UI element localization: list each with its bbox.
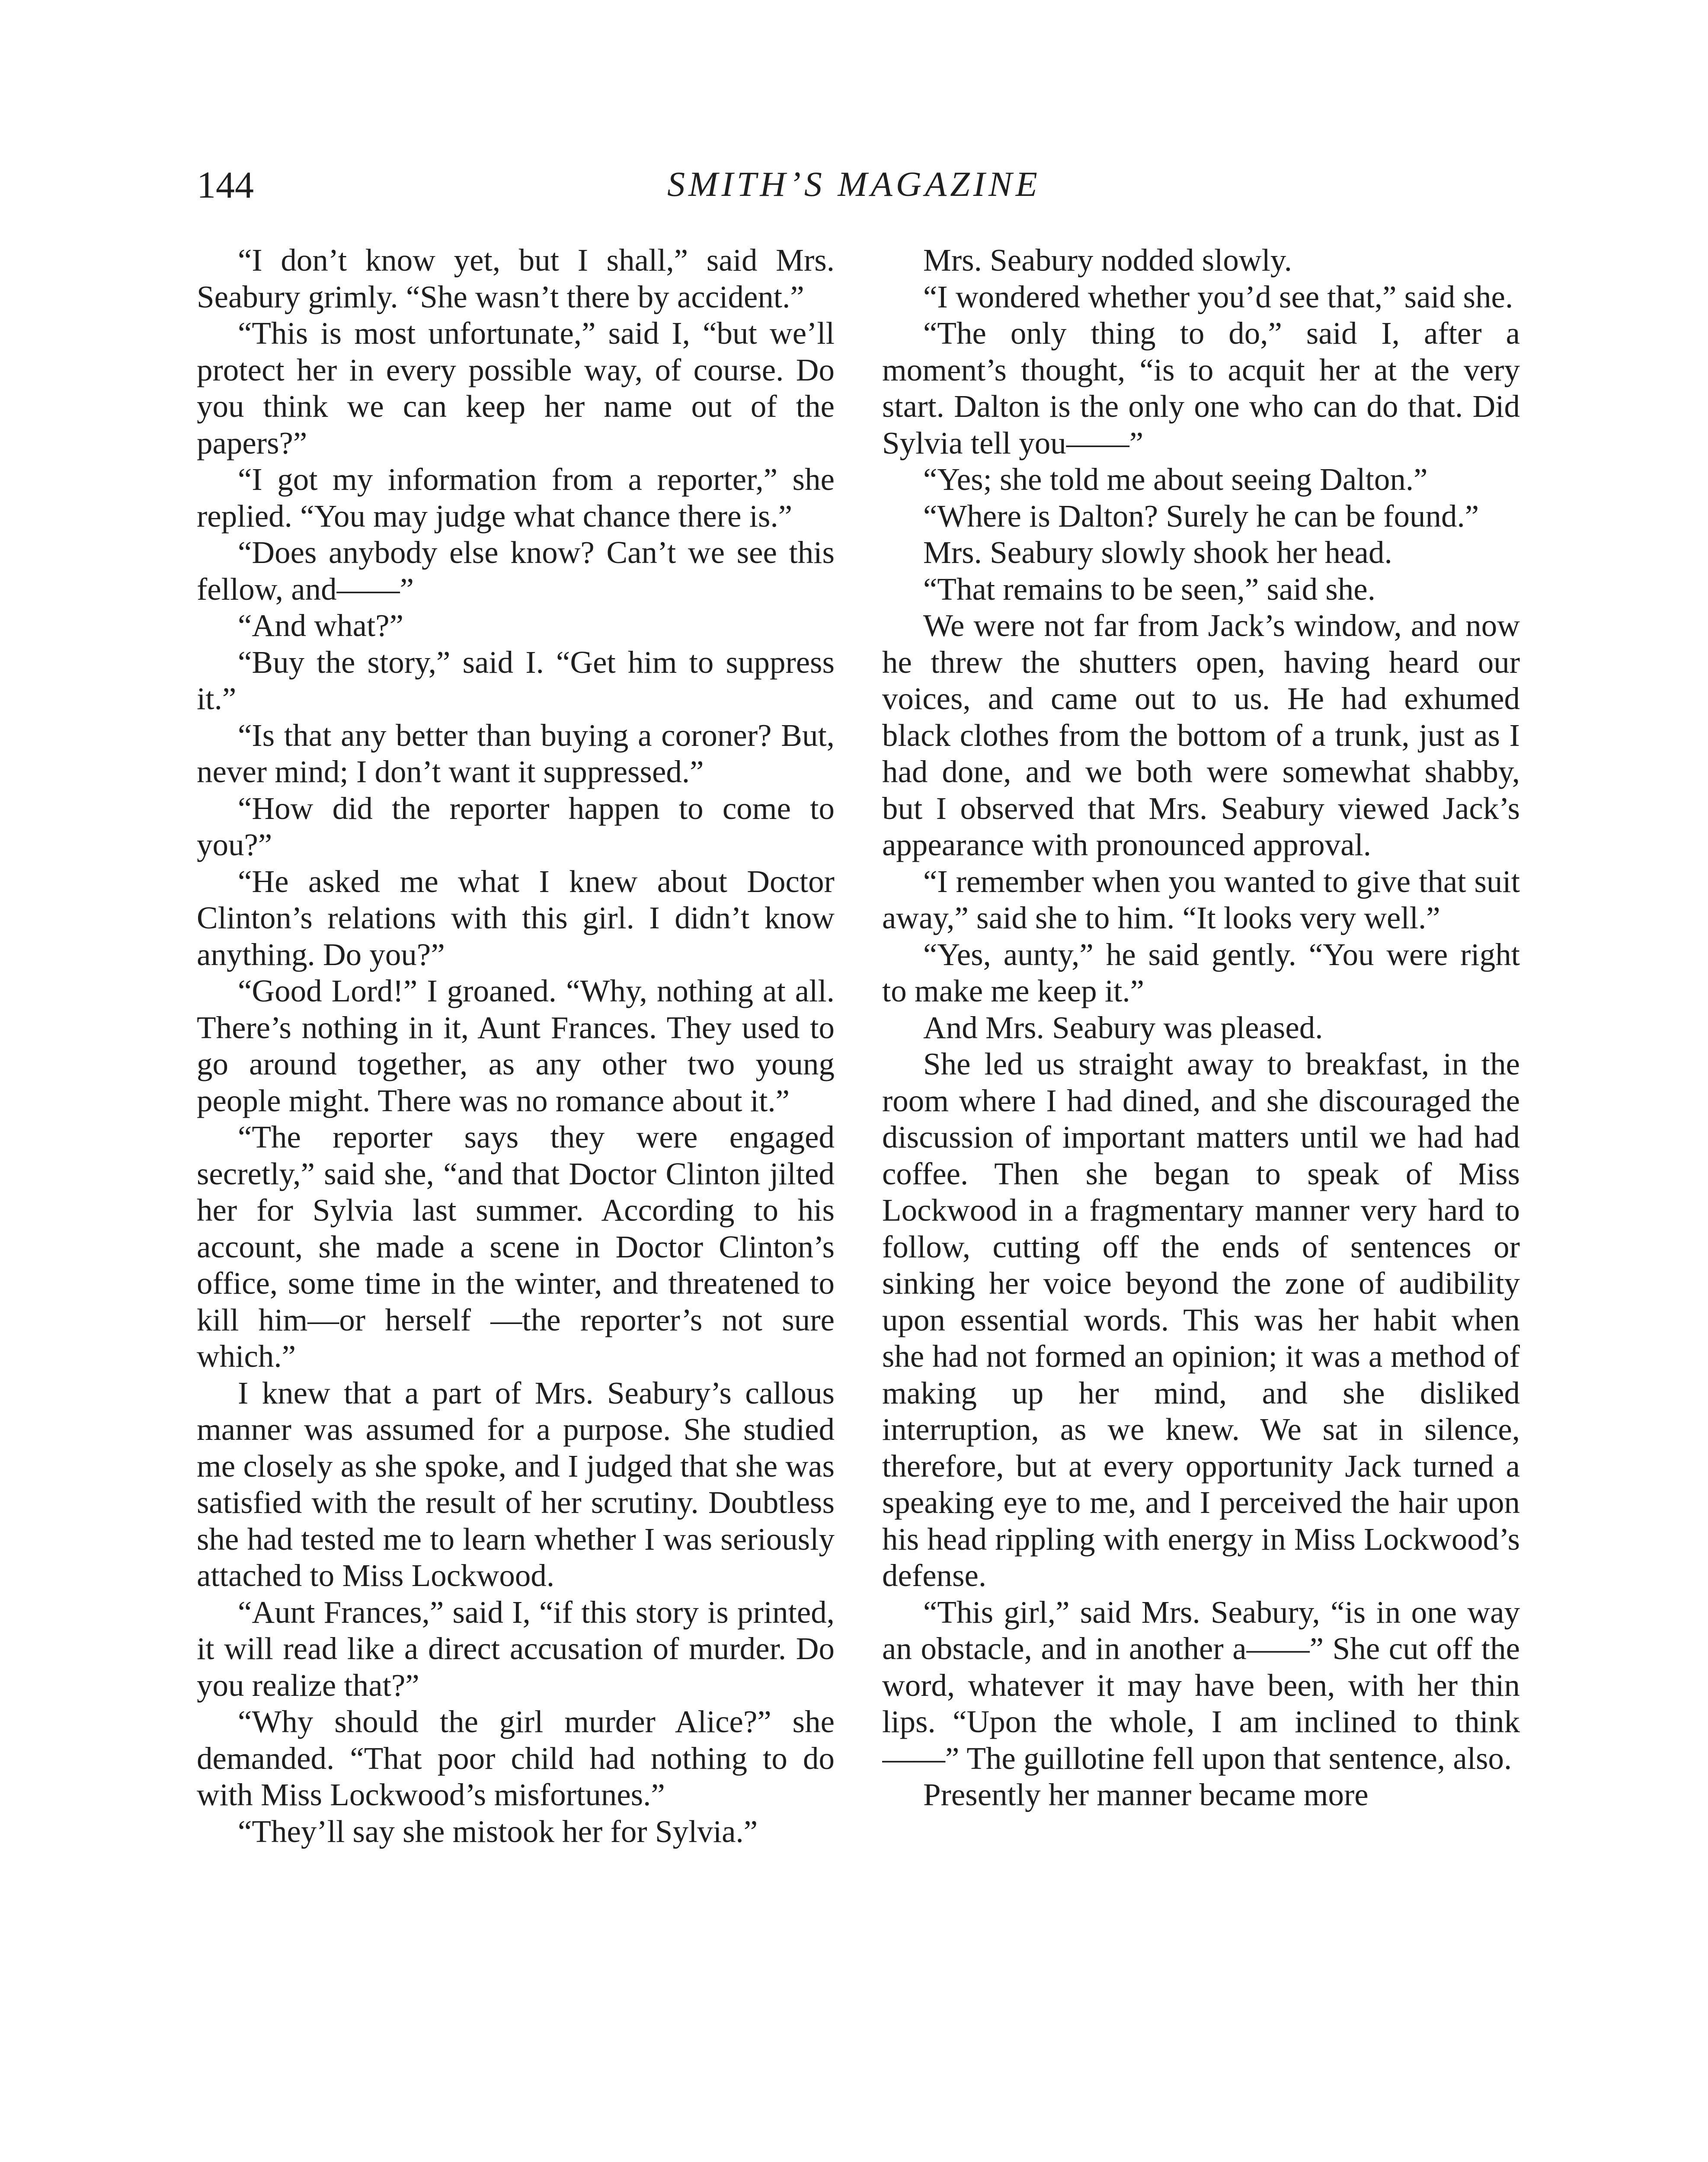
right-column — [882, 242, 1520, 2162]
paragraph: “This is most unfortunate,” said I, “but we’ll protect her in every possible way, of course. Do you think we can keep her name out of the papers?” — [197, 316, 835, 461]
paragraph: Mrs. Seabury slowly shook her head. — [923, 535, 1392, 570]
paragraph: “Buy the story,” said I. “Get him to suppress it.” — [197, 644, 835, 716]
paragraph: “I remember when you wanted to give that suit away,” said she to him. “It looks very well.” — [882, 864, 1520, 935]
paragraph: “The reporter says they were engaged secretly,” said she, “and that Doctor Clinton jilted her for Sylvia last summer. According to his account, she made a scene in Doctor Clinton’s office, some time in the winter, and threatened to kill him—or herself —the reporter’s not sure which.” — [197, 1119, 835, 1374]
paragraph: “The only thing to do,” said I, after a moment’s thought, “is to acquit her at the very start. Dalton is the only one who can do that. Did Sylvia tell you——” — [882, 316, 1520, 461]
paragraph: Mrs. Seabury nodded slowly. — [923, 243, 1292, 278]
paragraph: Presently her manner became more — [923, 1777, 1369, 1812]
paragraph: “Yes; she told me about seeing Dalton.” — [923, 462, 1428, 497]
paragraph: “That remains to be seen,” said she. — [923, 571, 1375, 607]
left-column — [197, 242, 835, 2162]
paragraph: “I don’t know yet, but I shall,” said Mrs. Seabury grimly. “She wasn’t there by accident.” — [197, 243, 835, 314]
page-header — [197, 166, 1511, 218]
paragraph: “Where is Dalton? Surely he can be found.” — [923, 498, 1479, 534]
paragraph: “Why should the girl murder Alice?” she demanded. “That poor child had nothing to do with Miss Lockwood’s misfortunes.” — [197, 1704, 835, 1812]
running-head: SMITH’S MAGAZINE — [667, 164, 1041, 204]
paragraph: “Is that any better than buying a coroner? But, never mind; I don’t want it suppressed.” — [197, 717, 835, 789]
paragraph: “Yes, aunty,” he said gently. “You were right to make me keep it.” — [882, 937, 1520, 1008]
paragraph: I knew that a part of Mrs. Seabury’s callous manner was assumed for a purpose. She studied me closely as she spoke, and I judged that she was satisfied with the result of her scrutiny. Doubtless she had tested me to learn whether I was seriously attached to Miss Lockwood. — [197, 1375, 835, 1593]
paragraph: “How did the reporter happen to come to you?” — [197, 790, 835, 862]
text-columns — [197, 242, 1520, 2162]
paragraph: “Aunt Frances,” said I, “if this story is printed, it will read like a direct accusation of murder. Do you realize that?” — [197, 1594, 835, 1703]
paragraph: “I got my information from a reporter,” she replied. “You may judge what chance there is.” — [197, 462, 835, 534]
paragraph: “He asked me what I knew about Doctor Clinton’s relations with this girl. I didn’t know anything. Do you?” — [197, 864, 835, 972]
paragraph: And Mrs. Seabury was pleased. — [923, 1010, 1323, 1045]
paragraph: “And what?” — [238, 608, 404, 643]
paragraph: “They’ll say she mistook her for Sylvia.” — [238, 1813, 758, 1849]
paragraph: “Good Lord!” I groaned. “Why, nothing at all. There’s nothing in it, Aunt Frances. They used to go around together, as any other two young people might. There was no romance about it.” — [197, 973, 835, 1118]
page-number: 144 — [197, 164, 254, 206]
paragraph: “Does anybody else know? Can’t we see this fellow, and——” — [197, 535, 835, 607]
paragraph: We were not far from Jack’s window, and now he threw the shutters open, having heard our voices, and came out to us. He had exhumed black clothes from the bottom of a trunk, just as I had done, and we both were somewhat shabby, but I observed that Mrs. Seabury viewed Jack’s appearance with pronounced approval. — [882, 608, 1520, 862]
paragraph: “This girl,” said Mrs. Seabury, “is in one way an obstacle, and in another a——” She cut off the word, whatever it may have been, with her thin lips. “Upon the whole, I am inclined to think——” The guillotine fell upon that sentence, also. — [882, 1594, 1520, 1776]
paragraph: “I wondered whether you’d see that,” said she. — [923, 279, 1513, 314]
paragraph: She led us straight away to breakfast, in the room where I had dined, and she discouraged the discussion of important matters until we had had coffee. Then she began to speak of Miss Lockwood in a fragmentary manner very hard to follow, cutting off the ends of sentences or sinking her voice beyond the zone of audibility upon essential words. This was her habit when she had not formed an opinion; it was a method of making up her mind, and she disliked interruption, as we knew. We sat in silence, therefore, but at every opportunity Jack turned a speaking eye to me, and I perceived the hair upon his head rippling with energy in Miss Lockwood’s defense. — [882, 1046, 1520, 1593]
